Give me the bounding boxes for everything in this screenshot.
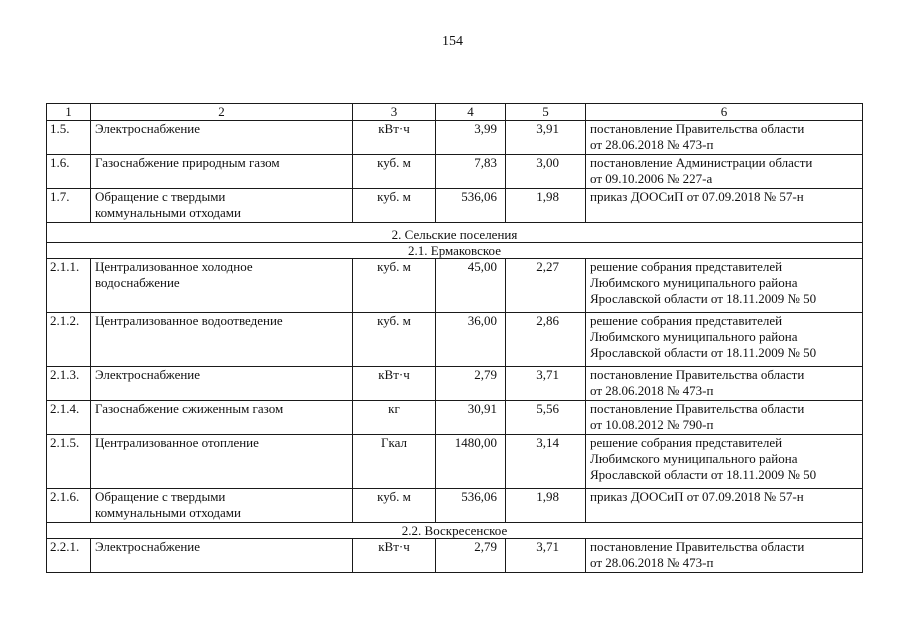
regulatory-document xyxy=(586,121,863,155)
row-number xyxy=(47,539,91,573)
regulatory-document-text: постановление Правительства области от 28.06.2018 № 473-п xyxy=(590,539,805,570)
row-number-text: 1.5. xyxy=(50,121,70,136)
regulatory-document xyxy=(586,259,863,313)
value-col5 xyxy=(506,539,586,573)
section-row xyxy=(47,243,863,259)
service-name-text: Обращение с твердыми коммунальными отходами xyxy=(95,189,241,220)
regulatory-document-text: решение собрания представителей Любимского муниципального района Ярославской области от 18.11.2009 № 50 xyxy=(590,435,817,482)
value-col5 xyxy=(506,313,586,367)
service-name-text: Централизованное отопление xyxy=(95,435,259,450)
unit-of-measure-text: куб. м xyxy=(377,189,411,204)
row-number-text: 2.1.6. xyxy=(50,489,80,504)
header-cell-2: 2 xyxy=(91,104,353,121)
header-cell-1: 1 xyxy=(47,104,91,121)
header-cell-6: 6 xyxy=(586,104,863,121)
row-number-text: 2.1.1. xyxy=(50,259,80,274)
service-name-text: Электроснабжение xyxy=(95,539,201,554)
regulatory-document xyxy=(586,155,863,189)
unit-of-measure-text: куб. м xyxy=(377,313,411,328)
service-name xyxy=(91,155,353,189)
value-col4-text: 2,79 xyxy=(474,539,497,554)
value-col5-text: 3,71 xyxy=(536,367,559,382)
unit-of-measure xyxy=(353,155,436,189)
section-title: 2.2. Воскресенское xyxy=(47,523,863,539)
regulatory-document xyxy=(586,401,863,435)
row-number-text: 2.2.1. xyxy=(50,539,80,554)
row-number xyxy=(47,435,91,489)
regulatory-document-text: решение собрания представителей Любимского муниципального района Ярославской области от 18.11.2009 № 50 xyxy=(590,313,817,360)
value-col4 xyxy=(436,401,506,435)
unit-of-measure-text: кг xyxy=(388,401,400,416)
unit-of-measure-text: куб. м xyxy=(377,489,411,504)
row-number-text: 1.7. xyxy=(50,189,70,204)
header-cell-5: 5 xyxy=(506,104,586,121)
regulatory-document-text: постановление Правительства области от 28.06.2018 № 473-п xyxy=(590,121,805,152)
value-col4 xyxy=(436,313,506,367)
value-col5 xyxy=(506,259,586,313)
unit-of-measure xyxy=(353,259,436,313)
unit-of-measure-text: куб. м xyxy=(377,259,411,274)
regulatory-document-text: приказ ДООСиП от 07.09.2018 № 57-н xyxy=(590,189,804,204)
unit-of-measure xyxy=(353,313,436,367)
service-name xyxy=(91,367,353,401)
value-col4-text: 2,79 xyxy=(474,367,497,382)
value-col5-text: 3,91 xyxy=(536,121,559,136)
header-cell-4: 4 xyxy=(436,104,506,121)
table-row xyxy=(47,367,863,401)
value-col5 xyxy=(506,155,586,189)
section-title: 2. Сельские поселения xyxy=(47,223,863,243)
row-number-text: 2.1.2. xyxy=(50,313,80,328)
section-row xyxy=(47,223,863,243)
row-number xyxy=(47,259,91,313)
value-col4 xyxy=(436,489,506,523)
table-row xyxy=(47,539,863,573)
row-number-text: 2.1.3. xyxy=(50,367,80,382)
service-name xyxy=(91,435,353,489)
value-col4 xyxy=(436,435,506,489)
service-name xyxy=(91,489,353,523)
regulatory-document xyxy=(586,367,863,401)
regulatory-document-text: приказ ДООСиП от 07.09.2018 № 57-н xyxy=(590,489,804,504)
value-col4-text: 536,06 xyxy=(461,189,497,204)
value-col4-text: 3,99 xyxy=(474,121,497,136)
service-name-text: Электроснабжение xyxy=(95,367,201,382)
table-row xyxy=(47,435,863,489)
value-col4-text: 536,06 xyxy=(461,489,497,504)
unit-of-measure-text: кВт·ч xyxy=(378,367,410,382)
row-number xyxy=(47,313,91,367)
value-col5 xyxy=(506,435,586,489)
unit-of-measure xyxy=(353,367,436,401)
regulatory-document xyxy=(586,189,863,223)
row-number-text: 2.1.5. xyxy=(50,435,80,450)
table-row xyxy=(47,189,863,223)
table-header-row xyxy=(47,104,863,121)
service-name-text: Централизованное водоотведение xyxy=(95,313,283,328)
service-name-text: Обращение с твердыми коммунальными отходами xyxy=(95,489,241,520)
value-col4-text: 45,00 xyxy=(467,259,497,274)
regulatory-document xyxy=(586,435,863,489)
service-name-text: Электроснабжение xyxy=(95,121,201,136)
value-col5-text: 5,56 xyxy=(536,401,559,416)
unit-of-measure xyxy=(353,489,436,523)
unit-of-measure-text: Гкал xyxy=(380,435,407,450)
unit-of-measure xyxy=(353,435,436,489)
regulatory-document xyxy=(586,313,863,367)
regulatory-document-text: постановление Правительства области от 28.06.2018 № 473-п xyxy=(590,367,805,398)
unit-of-measure xyxy=(353,121,436,155)
service-name xyxy=(91,121,353,155)
value-col4-text: 30,91 xyxy=(467,401,497,416)
service-name-text: Газоснабжение природным газом xyxy=(95,155,280,170)
table-row xyxy=(47,313,863,367)
value-col5 xyxy=(506,489,586,523)
table-row xyxy=(47,259,863,313)
value-col4 xyxy=(436,189,506,223)
row-number-text: 1.6. xyxy=(50,155,70,170)
service-name xyxy=(91,539,353,573)
tariff-table xyxy=(46,103,863,573)
row-number xyxy=(47,367,91,401)
row-number-text: 2.1.4. xyxy=(50,401,80,416)
row-number xyxy=(47,401,91,435)
service-name xyxy=(91,189,353,223)
value-col4-text: 36,00 xyxy=(467,313,497,328)
regulatory-document xyxy=(586,489,863,523)
section-title: 2.1. Ермаковское xyxy=(47,243,863,259)
section-row xyxy=(47,523,863,539)
value-col4 xyxy=(436,155,506,189)
value-col4-text: 7,83 xyxy=(474,155,497,170)
value-col5-text: 3,14 xyxy=(536,435,559,450)
value-col5-text: 3,71 xyxy=(536,539,559,554)
row-number xyxy=(47,489,91,523)
value-col5-text: 1,98 xyxy=(536,189,559,204)
value-col5 xyxy=(506,189,586,223)
value-col4 xyxy=(436,259,506,313)
row-number xyxy=(47,155,91,189)
row-number xyxy=(47,121,91,155)
value-col4 xyxy=(436,539,506,573)
service-name xyxy=(91,259,353,313)
service-name xyxy=(91,313,353,367)
unit-of-measure-text: кВт·ч xyxy=(378,121,410,136)
value-col5-text: 2,27 xyxy=(536,259,559,274)
regulatory-document-text: постановление Администрации области от 09.10.2006 № 227-а xyxy=(590,155,813,186)
unit-of-measure xyxy=(353,189,436,223)
unit-of-measure-text: кВт·ч xyxy=(378,539,410,554)
value-col4 xyxy=(436,121,506,155)
table-row xyxy=(47,121,863,155)
row-number xyxy=(47,189,91,223)
table-row xyxy=(47,489,863,523)
table-row xyxy=(47,155,863,189)
service-name-text: Централизованное холодное водоснабжение xyxy=(95,259,253,290)
regulatory-document-text: постановление Правительства области от 10.08.2012 № 790-п xyxy=(590,401,805,432)
unit-of-measure-text: куб. м xyxy=(377,155,411,170)
header-cell-3: 3 xyxy=(353,104,436,121)
regulatory-document-text: решение собрания представителей Любимского муниципального района Ярославской области от 18.11.2009 № 50 xyxy=(590,259,817,306)
unit-of-measure xyxy=(353,401,436,435)
service-name xyxy=(91,401,353,435)
value-col5-text: 3,00 xyxy=(536,155,559,170)
table-row xyxy=(47,401,863,435)
value-col4 xyxy=(436,367,506,401)
table-body xyxy=(47,104,863,573)
unit-of-measure xyxy=(353,539,436,573)
service-name-text: Газоснабжение сжиженным газом xyxy=(95,401,284,416)
value-col5 xyxy=(506,401,586,435)
value-col5-text: 2,86 xyxy=(536,313,559,328)
value-col4-text: 1480,00 xyxy=(454,435,497,450)
value-col5 xyxy=(506,367,586,401)
value-col5-text: 1,98 xyxy=(536,489,559,504)
page-number: 154 xyxy=(442,34,463,49)
value-col5 xyxy=(506,121,586,155)
regulatory-document xyxy=(586,539,863,573)
